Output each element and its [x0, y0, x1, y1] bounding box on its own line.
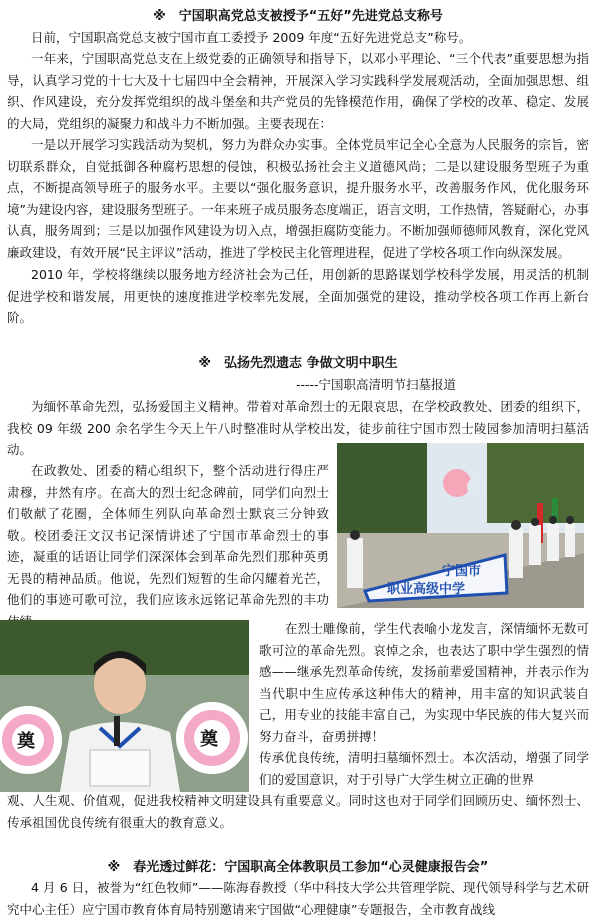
banner-line2: 职业高级中学 — [387, 582, 466, 597]
section2-intro: 为缅怀革命先烈，弘扬爱国主义精神。带着对革命烈士的无限哀思，在学校政教处、团委的组织下，我校 09 年级 200 余名学生今天上午八时整准时从学校出发，徒步前往宁国市烈士陵园参加清明扫墓活动。 — [7, 399, 589, 457]
section1-paragraph-2: 一年来，宁国职高党总支在上级党委的正确领导和指导下，以邓小平理论、“三个代表”重要思想为指导，认真学习党的十七大及十七届四中全会精神，开展深入学习实践科学发展观活动，全面加强思想、组织、作风建设，充分发挥党组织的战斗堡垒和共产党员的先锋模范作用，确保了学校的改革、稳定、发展的大局，党组织的凝聚力和战斗力不断加强。主要表现在： — [7, 51, 589, 131]
section1-paragraph-4: 2010 年，学校将继续以服务地方经济社会为己任，用创新的思路谋划学校科学发展，用灵活的机制促进学校和谐发展，用更快的速度推进学校率先发展，全面加强党的建设，推动学校各项工作再上新台阶。 — [7, 267, 589, 325]
section2-right-paragraph-1: 在烈士雕像前，学生代表喻小龙发言，深情缅怀无数可歌可泣的革命先烈。哀悼之余，也表达了职中学生强烈的情感——继承先烈革命传统，发扬前辈爱国精神，并表示作为当代职中生应传承这种伟大的精神，用丰富的知识武装自己，用专业的技能丰富自己，为实现中华民族的伟大复兴而努力奋斗，奋勇拼搏！ — [259, 621, 589, 744]
section1-title: ※ 宁国职高党总支被授予“五好”先进党总支称号 — [153, 9, 443, 24]
section2-subtitle: -----宁国职高清明节扫墓报道 — [295, 377, 456, 392]
procession-photo — [337, 443, 584, 608]
section2-paragraph-2b: 观、人生观、价值观，促进我校精神文明建设具有重要意义。同时这也对于同学们回顾历史、缅怀烈士、传承祖国优良传统有很重大的教育意义。 — [7, 793, 589, 830]
wreath-left-char: 奠 — [17, 731, 35, 752]
section1-paragraph-1: 日前，宁国职高党总支被宁国市直工委授予 2009 年度“五好先进党总支”称号。 — [31, 30, 472, 45]
section3-title: ※ 春光透过鲜花：宁国职高全体教职员工参加“心灵健康报告会” — [107, 860, 489, 875]
banner-line1: 宁国市 — [442, 564, 482, 579]
wreath-right-char: 奠 — [200, 729, 218, 750]
section2-right-paragraph-2a: 传承优良传统，清明扫墓缅怀烈士。本次活动，增强了同学们的爱国意识，对于引导广大学生树立正确的世界 — [259, 750, 589, 787]
student-speaker-photo — [0, 620, 249, 792]
section1-paragraph-3: 一是以开展学习实践活动为契机，努力为群众办实事。全体党员牢记全心全意为人民服务的宗旨，密切联系群众，自觉抵御各种腐朽思想的侵蚀，积极弘扬社会主义道德风尚；二是以建设服务型班子为重点，不断提高领导班子的服务水平。主要以“强化服务意识，提升服务水平，改善服务作风，优化服务环境”为建设内容，建设服务型班子。一年来班子成员服务态度端正，语言文明，工作热情，答疑耐心，办事认真，服务周到；三是以加强作风建设为切入点，增强拒腐防变能力。不断加强师德师风教育，深化党风廉政建设，有效开展“民主评议”活动，推进了学校民主化管理进程，促进了学校各项工作向纵深发展。 — [7, 137, 589, 260]
section2-title: ※ 弘扬先烈遗志 争做文明中职生 — [198, 356, 398, 371]
section2-left-paragraph: 在政教处、团委的精心组织下，整个活动进行得庄严肃穆，井然有序。在高大的烈士纪念碑前，同学们向烈士们敬献了花圈，全体师生列队向革命烈士默哀三分钟致敬。校团委汪文汉书记深情讲述了宁国市革命烈士的事迹，凝重的话语让同学们深深体会到革命先烈们那种英勇无畏的精神品质。他说，先烈们短暂的生命闪耀着光芒，他们的事迹可歌可泣，我们应该永远铭记革命先烈的丰功 — [7, 463, 329, 607]
section3-paragraph: 4 月 6 日，被誉为“红色牧师”——陈海春教授（华中科技大学公共管理学院、现代领导科学与艺术研究中心主任）应宁国市教育体育局特别邀请来宁国做“心理健康”专题报告，全市教育战线 — [7, 880, 589, 917]
